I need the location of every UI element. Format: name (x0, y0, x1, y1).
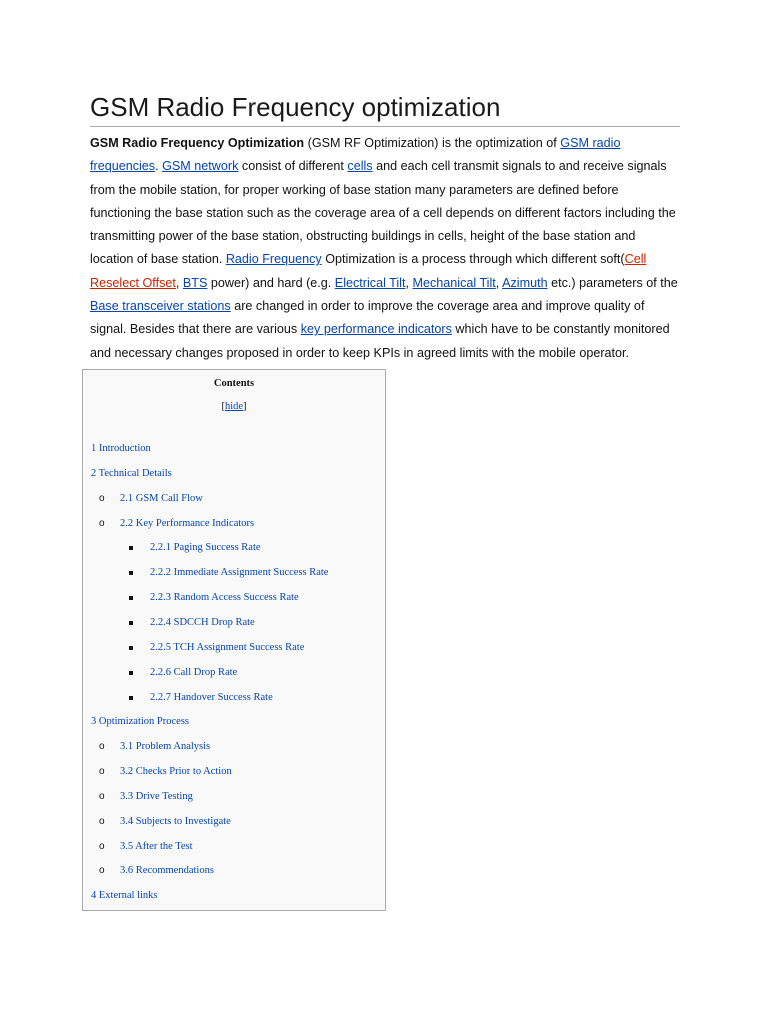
intro-text: (GSM RF Optimization) is the optimization of (304, 136, 561, 150)
intro-text: are changed in order to improve the coverage area and improve quality of signal. Besides that there are various (90, 299, 645, 337)
intro-text: power) and hard (e.g. (207, 275, 335, 290)
toc-link[interactable]: 2.2.1 Paging Success Rate (150, 542, 261, 554)
toc-item (83, 441, 383, 457)
link-bts[interactable]: BTS (182, 275, 208, 290)
toc-link[interactable]: 3.1 Problem Analysis (120, 741, 211, 753)
toc-bullet: o (99, 517, 105, 529)
toc-item (83, 491, 383, 507)
intro-text: , (405, 275, 413, 290)
toc-item (83, 814, 383, 830)
link-radio-frequency[interactable]: Radio Frequency (225, 252, 322, 267)
toc-link[interactable]: 3.2 Checks Prior to Action (120, 766, 232, 778)
link-azimuth[interactable]: Azimuth (502, 275, 548, 290)
toc-bullet (129, 596, 133, 600)
toc-link[interactable]: 2.2 Key Performance Indicators (120, 517, 255, 529)
toc-link[interactable]: 2.2.5 TCH Assignment Success Rate (150, 641, 305, 653)
toc-bullet (129, 546, 133, 550)
intro-text: which have to be constantly monitored and necessary changes proposed in order to keep KPIs in agreed limits with the mobile operator. (90, 322, 670, 360)
toc-item (83, 739, 383, 755)
link-key-performance-indicators[interactable]: key performance indicators (300, 322, 452, 337)
toc-item (83, 665, 383, 681)
toc-hide-link[interactable]: hide (224, 401, 244, 412)
toc-link[interactable]: 2.1 GSM Call Flow (120, 492, 203, 504)
toc-link[interactable]: 3.4 Subjects to Investigate (120, 815, 231, 827)
toc-item (83, 590, 383, 606)
link-electrical-tilt[interactable]: Electrical Tilt (334, 275, 406, 290)
toc-item (83, 466, 383, 482)
intro-text: consist of different (238, 159, 348, 174)
toc-toggle-bracket: ] (243, 401, 247, 412)
intro-text: , (175, 275, 183, 290)
toc-link[interactable]: 3.5 After the Test (120, 840, 193, 852)
toc-item (83, 789, 383, 805)
toc-toggle-bracket: [ (221, 401, 225, 412)
bold-term: GSM Radio Frequency Optimization (90, 136, 305, 150)
toc-bullet: o (99, 790, 105, 802)
toc-bullet (129, 571, 133, 575)
toc-link[interactable]: 3 Optimization Process (91, 716, 189, 728)
intro-text: Optimization is a process through which different soft( (321, 252, 625, 267)
toc-item (83, 565, 383, 581)
toc-link[interactable]: 2 Technical Details (91, 467, 172, 479)
toc-link[interactable]: 2.2.4 SDCCH Drop Rate (150, 616, 255, 628)
toc-item (83, 690, 383, 706)
toc-link[interactable]: 2.2.7 Handover Success Rate (150, 691, 273, 703)
toc-bullet (129, 671, 133, 675)
toc-link[interactable]: 2.2.2 Immediate Assignment Success Rate (150, 567, 329, 579)
toc-link[interactable]: 1 Introduction (91, 443, 151, 454)
toc-bullet: o (99, 766, 105, 778)
toc-bullet: o (99, 741, 105, 753)
toc-item (83, 615, 383, 631)
link-mechanical-tilt[interactable]: Mechanical Tilt (412, 275, 496, 290)
toc-item (83, 516, 383, 532)
toc-link[interactable]: 3.3 Drive Testing (120, 790, 193, 802)
toc-bullet (129, 696, 133, 700)
toc-toggle (83, 401, 385, 412)
toc-title: Contents (213, 378, 255, 389)
toc-link[interactable]: 3.6 Recommendations (120, 865, 214, 877)
link-gsm-radio-frequencies[interactable]: GSM radio frequencies (90, 136, 621, 174)
toc-bullet: o (99, 815, 105, 827)
intro-text: etc.) parameters of the (547, 275, 678, 290)
page-title: GSM Radio Frequency optimization (90, 88, 680, 127)
toc-bullet: o (99, 865, 105, 877)
toc-bullet (129, 646, 133, 650)
toc-item (83, 888, 383, 904)
toc-item (83, 640, 383, 656)
intro-paragraph (90, 132, 682, 365)
toc-item (83, 863, 383, 879)
toc-link[interactable]: 2.2.6 Call Drop Rate (150, 666, 238, 678)
link-gsm-network[interactable]: GSM network (162, 159, 239, 174)
link-cells[interactable]: cells (347, 159, 373, 174)
link-base-transceiver-stations[interactable]: Base transceiver stations (90, 299, 231, 314)
toc-bullet: o (99, 840, 105, 852)
toc-item (83, 764, 383, 780)
intro-text: . (155, 159, 163, 174)
toc-item (83, 839, 383, 855)
toc-item (83, 540, 383, 556)
toc-link[interactable]: 2.2.3 Random Access Success Rate (150, 592, 299, 604)
toc-bullet: o (99, 492, 105, 504)
intro-text: , (495, 275, 503, 290)
toc-link[interactable]: 4 External links (91, 890, 158, 902)
intro-text: and each cell transmit signals to and receive signals from the mobile station, for proper working of base station many parameters are defined before functioning the base station such as the coverage area of a cell depends on different factors including the transmitting power of the base station, obstructing buildings in cells, height of the base station and location of base station. (90, 159, 676, 267)
link-cell-reselect-offset[interactable]: Cell Reselect Offset (90, 252, 647, 290)
toc-item (83, 714, 383, 730)
toc-bullet (129, 621, 133, 625)
table-of-contents (82, 369, 386, 911)
